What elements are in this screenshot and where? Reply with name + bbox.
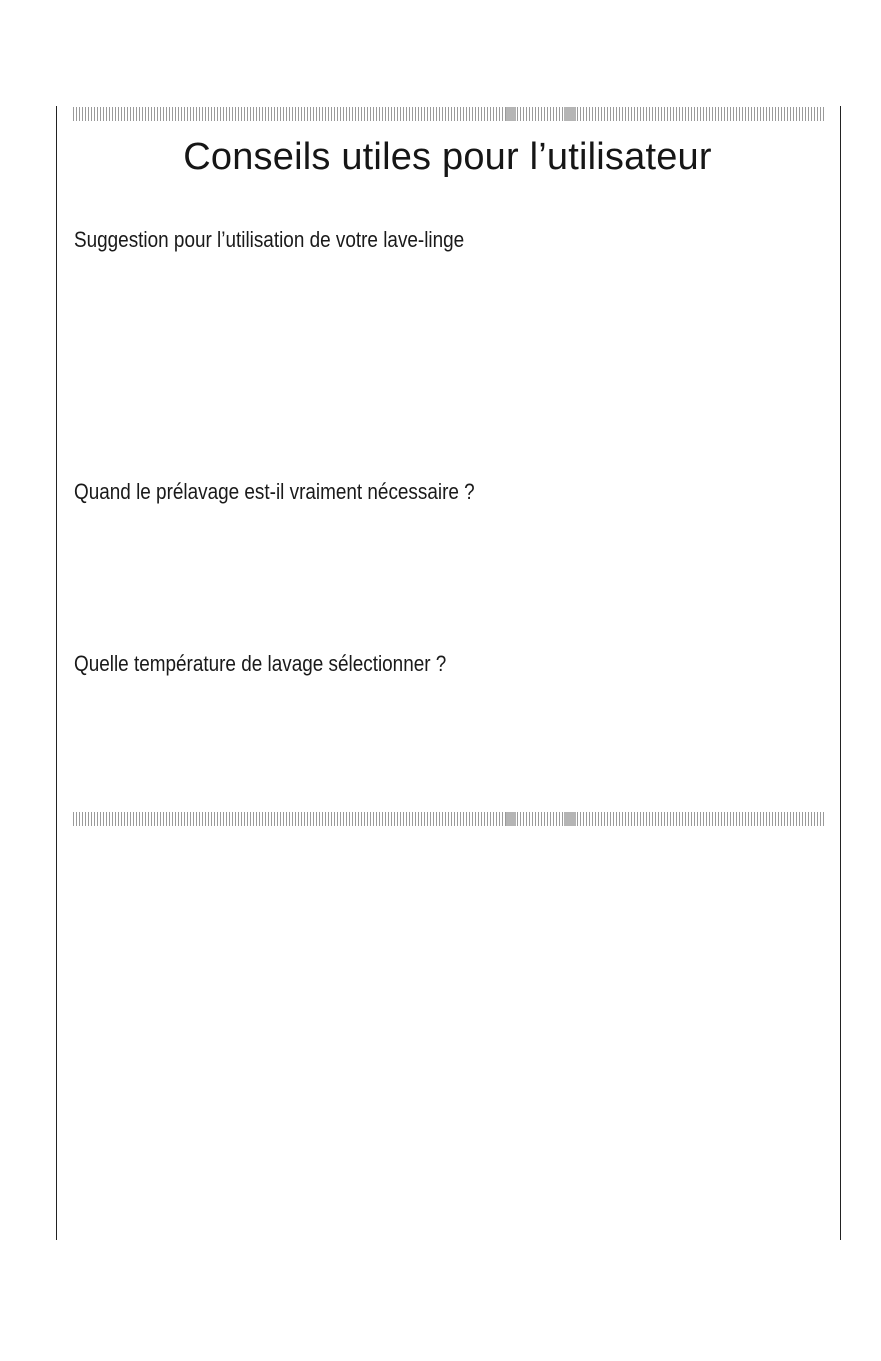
section-heading-suggestions: Suggestion pour l’utilisation de votre lave-linge — [74, 227, 465, 252]
page-title: Conseils utiles pour l’utilisateur — [183, 136, 712, 178]
rule-marker — [506, 107, 516, 121]
rule-marker — [506, 812, 516, 826]
section-heading-temperature: Quelle température de lavage sélectionner ? — [74, 651, 447, 676]
page-frame-left-border — [56, 106, 57, 1240]
rule-marker — [564, 107, 576, 121]
section-heading-prewash: Quand le prélavage est-il vraiment nécessaire ? — [74, 479, 475, 504]
decorative-rule-bottom — [73, 812, 825, 826]
decorative-rule-top — [73, 107, 825, 121]
page-frame-right-border — [840, 106, 841, 1240]
rule-marker — [564, 812, 576, 826]
